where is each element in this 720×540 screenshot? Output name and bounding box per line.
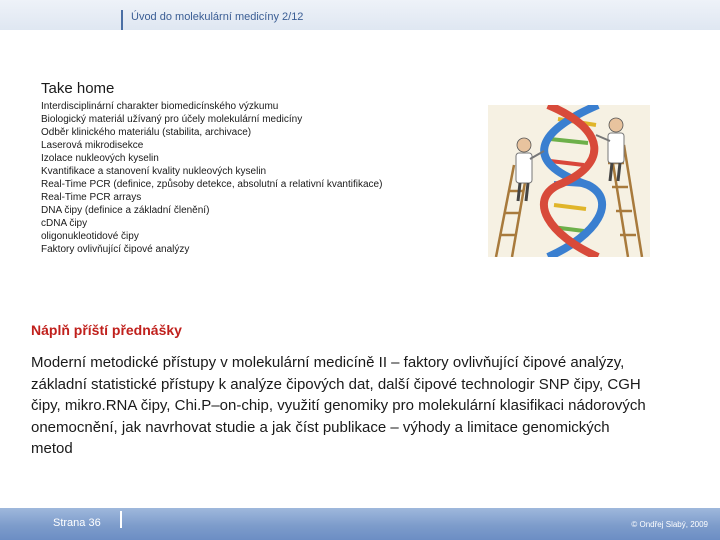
course-title: Úvod do molekulární medicíny 2/12: [131, 11, 304, 23]
take-home-item: DNA čipy (definice a základní členění): [41, 205, 210, 216]
footer-divider: [120, 511, 122, 528]
dna-scientists-illustration: [488, 105, 650, 257]
take-home-item: cDNA čipy: [41, 218, 88, 229]
next-lecture-heading: Náplň příští přednášky: [31, 322, 182, 338]
copyright-text: © Ondřej Slabý, 2009: [631, 520, 708, 529]
take-home-item: Faktory ovlivňující čipové analýzy: [41, 244, 190, 255]
take-home-item: Interdisciplinární charakter biomedicínského výzkumu: [41, 101, 279, 112]
take-home-item: Real-Time PCR (definice, způsoby detekce, absolutní a relativní kvantifikace): [41, 179, 383, 190]
take-home-item: Izolace nukleových kyselin: [41, 153, 159, 164]
take-home-item: Real-Time PCR arrays: [41, 192, 142, 203]
footer-bar: [0, 508, 720, 540]
take-home-item: Kvantifikace a stanovení kvality nukleových kyselin: [41, 166, 267, 177]
take-home-list: [41, 100, 382, 256]
take-home-item: Odběr klinického materiálu (stabilita, archivace): [41, 127, 252, 138]
take-home-item: oligonukleotidové čipy: [41, 231, 139, 242]
take-home-title: Take home: [41, 80, 115, 97]
take-home-item: Biologický materiál užívaný pro účely molekulární medicíny: [41, 114, 303, 125]
header-divider: [121, 10, 123, 30]
page-number: Strana 36: [53, 517, 101, 529]
header-bar: [0, 0, 720, 30]
take-home-item: Laserová mikrodisekce: [41, 140, 144, 151]
next-lecture-body: Moderní metodické přístupy v molekulární medicíně II – faktory ovlivňující čipové analýzy, základní statistické přístupy k analýze čipových dat, další čipové technologir SNP čipy, CGH čipy, mikro.RNA čipy, Chi.P–on-chip, využití genomiky pro molekulární klasifikaci nádorových onemocnění, jak navrhovat studie a jak číst publikace – výhody a limitace genomických metod: [31, 354, 646, 457]
